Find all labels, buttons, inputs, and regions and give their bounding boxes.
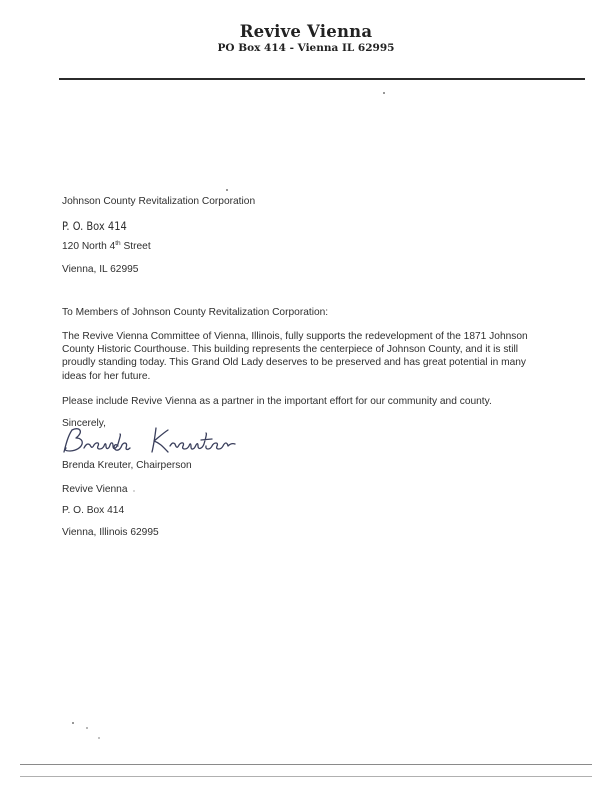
body-paragraph-2: Please include Revive Vienna as a partner in the important effort for our community and county.	[62, 396, 492, 407]
footer-line	[20, 764, 592, 765]
letterhead	[0, 22, 612, 54]
footer-line	[20, 776, 592, 777]
scan-speck	[98, 737, 100, 739]
scan-speck	[72, 722, 74, 724]
signer-organization: Revive Vienna	[62, 484, 128, 495]
body-paragraph-1: The Revive Vienna Committee of Vienna, Illinois, fully supports the redevelopment of the 1871 Johnson County Historic Courthouse. This building represents the centerpiece of Johnson County, and it is still proudly standing today. This Grand Old Lady deserves to be preserved and has great potential in many ideas for her future.	[62, 331, 528, 382]
signer-city: Vienna, Illinois 62995	[62, 527, 159, 538]
signer-pobox: P. O. Box 414	[62, 505, 125, 516]
recipient-street	[62, 240, 151, 252]
salutation: To Members of Johnson County Revitalization Corporation:	[62, 307, 329, 318]
scan-speck	[226, 189, 228, 191]
organization-name: Revive Vienna	[239, 22, 373, 41]
street-ordinal: th	[115, 240, 121, 247]
letterhead-divider	[59, 78, 585, 80]
recipient-pobox: P. O. Box 414	[62, 219, 127, 233]
scan-speck	[133, 490, 135, 492]
scan-speck	[86, 727, 88, 729]
scan-speck	[383, 92, 385, 94]
street-name: Street	[120, 241, 151, 252]
organization-address: PO Box 414 - Vienna IL 62995	[217, 42, 395, 54]
signer-name-title: Brenda Kreuter, Chairperson	[62, 460, 192, 471]
handwritten-signature	[60, 424, 256, 460]
recipient-city: Vienna, IL 62995	[62, 264, 139, 275]
recipient-name: Johnson County Revitalization Corporation	[62, 196, 256, 207]
street-number: 120 North 4	[62, 241, 116, 252]
closing: Sincerely,	[62, 418, 106, 429]
